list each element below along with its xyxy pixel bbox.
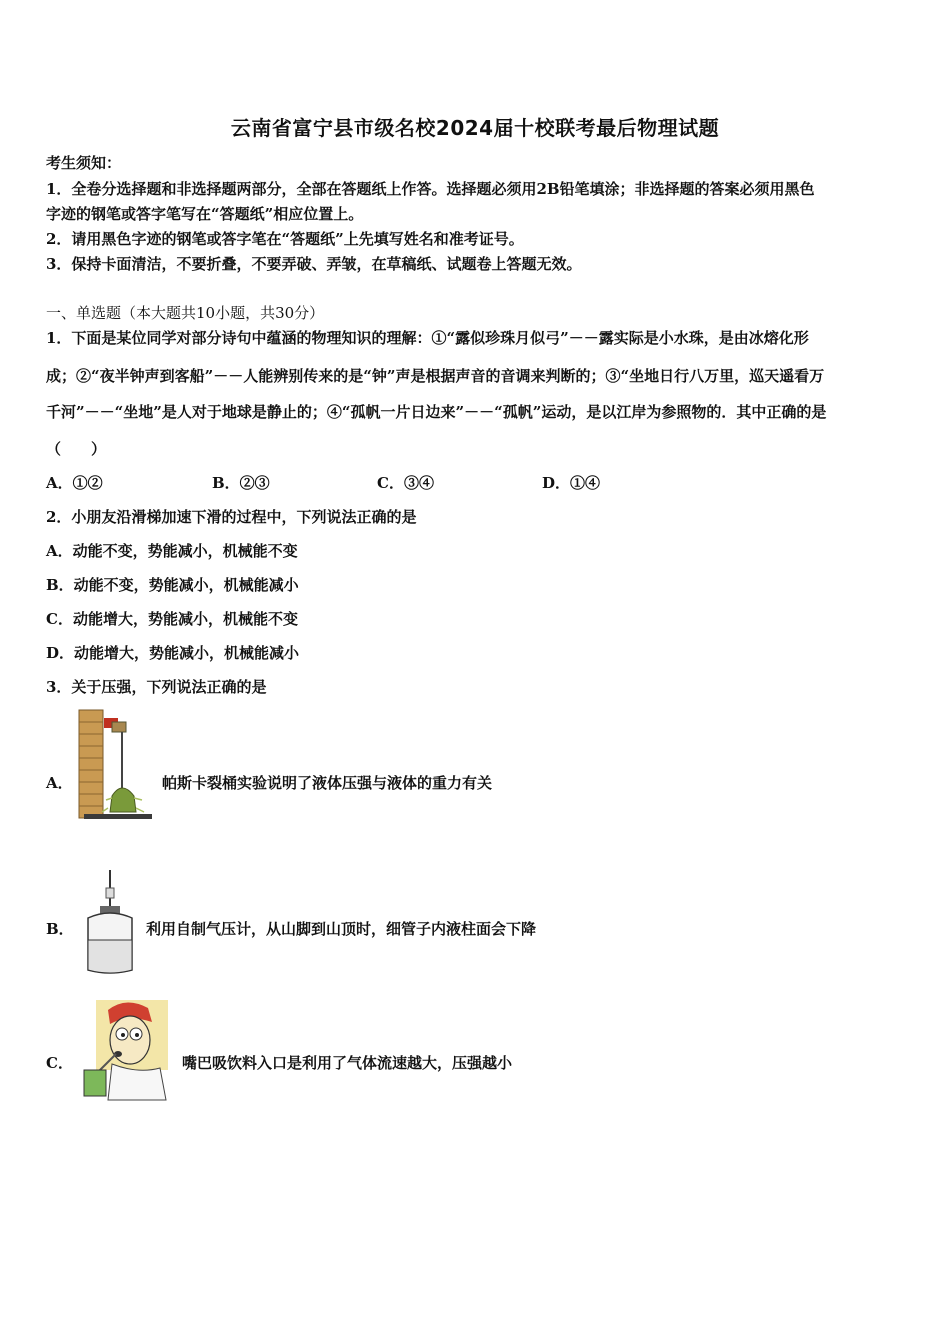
- notice-item-1-cont: 字迹的钢笔或答字笔写在“答题纸”相应位置上。: [46, 205, 364, 223]
- notice-item-1: 1．全卷分选择题和非选择题两部分，全部在答题纸上作答。选择题必须用2B铅笔填涂；非选择题的答案必须用黑色: [46, 180, 815, 198]
- q1-option-b[interactable]: B．②③: [212, 474, 270, 492]
- q1-line-3: 千河”－－“坐地”是人对于地球是静止的；④“孤帆一片日边来”－－“孤帆”运动，是以江岸为参照物的．其中正确的是: [46, 403, 827, 421]
- q2-option-d[interactable]: D．动能增大，势能减小，机械能减小: [46, 644, 300, 662]
- q3-option-a-text[interactable]: 帕斯卡裂桶实验说明了液体压强与液体的重力有关: [162, 774, 493, 792]
- notice-item-3: 3．保持卡面清洁，不要折叠，不要弄破、弄皱，在草稿纸、试题卷上答题无效。: [46, 255, 582, 273]
- q1-line-4: （ ）: [46, 440, 107, 458]
- q3-option-a-label[interactable]: A．: [46, 774, 73, 792]
- barometer-image: [82, 868, 138, 978]
- section-heading: 一、单选题（本大题共10小题，共30分）: [46, 304, 325, 322]
- q1-option-d[interactable]: D．①④: [542, 474, 601, 492]
- q3-option-c-text[interactable]: 嘴巴吸饮料入口是利用了气体流速越大，压强越小: [182, 1054, 513, 1072]
- notice-heading: 考生须知：: [46, 154, 122, 172]
- q1-option-c[interactable]: C．③④: [377, 474, 434, 492]
- notice-item-2: 2．请用黑色字迹的钢笔或答字笔在“答题纸”上先填写姓名和准考证号。: [46, 230, 524, 248]
- q3-stem: 3．关于压强，下列说法正确的是: [46, 678, 267, 696]
- q1-option-a[interactable]: A．①②: [46, 474, 103, 492]
- q1-line-2: 成；②“夜半钟声到客船”－－人能辨别传来的是“钟”声是根据声音的音调来判断的；③“坐地日行八万里，巡天遥看万: [46, 367, 825, 385]
- page-title: 云南省富宁县市级名校2024届十校联考最后物理试题: [230, 116, 720, 140]
- pascal-barrel-image: [76, 708, 156, 822]
- q1-line-1: 1．下面是某位同学对部分诗句中蕴涵的物理知识的理解：①“露似珍珠月似弓”－－露实际是小水珠，是由冰熔化形: [46, 329, 809, 347]
- q3-option-c-label[interactable]: C．: [46, 1054, 73, 1072]
- q3-option-b-text[interactable]: 利用自制气压计，从山脚到山顶时，细管子内液柱面会下降: [146, 920, 537, 938]
- q2-option-c[interactable]: C．动能增大，势能减小，机械能不变: [46, 610, 298, 628]
- drinking-straw-image: [78, 1000, 170, 1102]
- q2-option-b[interactable]: B．动能不变，势能减小，机械能减小: [46, 576, 299, 594]
- q2-option-a[interactable]: A．动能不变，势能减小，机械能不变: [46, 542, 298, 560]
- q2-stem: 2．小朋友沿滑梯加速下滑的过程中，下列说法正确的是: [46, 508, 417, 526]
- q3-option-b-label[interactable]: B．: [46, 920, 74, 938]
